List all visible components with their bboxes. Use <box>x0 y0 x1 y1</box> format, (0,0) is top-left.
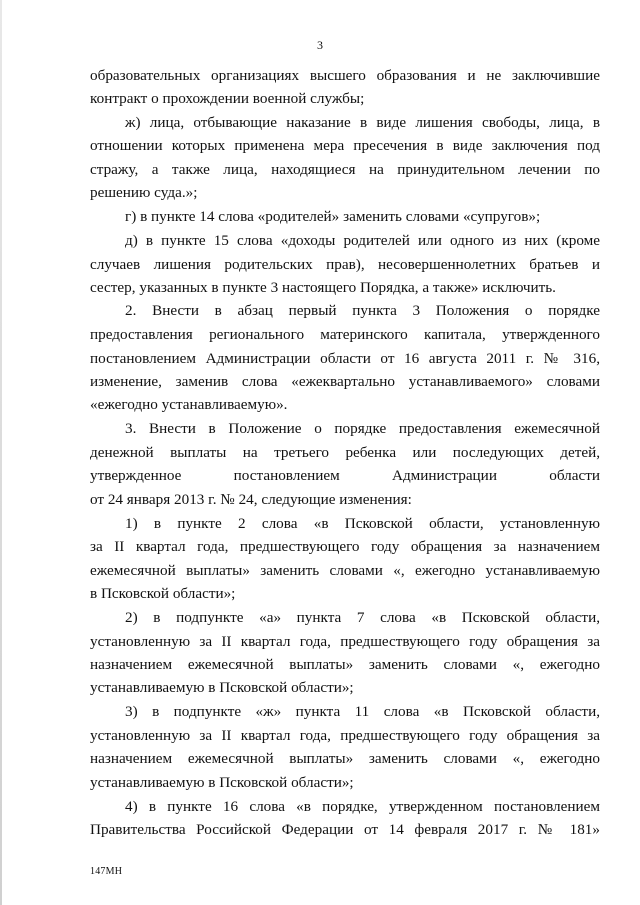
text-line: изменение, заменив слова «ежеквартально устанавливаемого» словами <box>90 373 600 390</box>
text-line: 1) в пункте 2 слова «в Псковской области, установленную <box>125 515 600 532</box>
text-line: устанавливаемую в Псковской области»; <box>90 774 354 791</box>
text-line: за II квартал года, предшествующего году обращения за назначением <box>90 538 600 555</box>
text-line: денежной выплаты на третьего ребенка или последующих детей, <box>90 444 600 461</box>
text-line: 2. Внести в абзац первый пункта 3 Положения о порядке <box>125 302 600 319</box>
text-line: 3) в подпункте «ж» пункта 11 слова «в Псковской области, <box>125 703 600 720</box>
page-number: 3 <box>317 38 323 52</box>
text-line: Правительства Российской Федерации от 14 февраля 2017 г. № 181» <box>90 821 600 838</box>
text-line: образовательных организациях высшего образования и не заключившие <box>90 67 600 84</box>
text-line: 4) в пункте 16 слова «в порядке, утвержденном постановлением <box>125 798 600 815</box>
text-line: «ежегодно устанавливаемую». <box>90 396 288 413</box>
text-line: назначением ежемесячной выплаты» заменить словами «, ежегодно <box>90 750 600 767</box>
scan-edge <box>0 0 2 905</box>
text-line: предоставления регионального материнского капитала, утвержденного <box>90 326 600 343</box>
document-code: 147МН <box>90 866 123 877</box>
text-line: назначением ежемесячной выплаты» заменить словами «, ежегодно <box>90 656 600 673</box>
text-line: установленную за II квартал года, предшествующего году обращения за <box>90 633 600 650</box>
text-line: утвержденное постановлением Администрации области <box>90 467 600 484</box>
text-line: сестер, указанных в пункте 3 настоящего Порядка, а также» исключить. <box>90 279 556 296</box>
text-line: в Псковской области»; <box>90 585 236 602</box>
text-line: ж) лица, отбывающие наказание в виде лишения свободы, лица, в <box>125 114 600 131</box>
text-line: г) в пункте 14 слова «родителей» заменить словами «супругов»; <box>125 208 541 225</box>
text-line: установленную за II квартал года, предшествующего году обращения за <box>90 727 600 744</box>
text-line: д) в пункте 15 слова «доходы родителей или одного из них (кроме <box>125 232 600 249</box>
text-line: отношении которых применена мера пресечения в виде заключения под <box>90 137 600 154</box>
text-line: решению суда.»; <box>90 184 198 201</box>
text-line: контракт о прохождении военной службы; <box>90 90 365 107</box>
text-line: стражу, а также лица, находящиеся на принудительном лечении по <box>90 161 600 178</box>
text-line: случаев лишения родительских прав), несовершеннолетних братьев и <box>90 256 600 273</box>
text-line: от 24 января 2013 г. № 24, следующие изменения: <box>90 491 412 508</box>
text-line: 3. Внести в Положение о порядке предоставления ежемесячной <box>125 420 600 437</box>
text-line: 2) в подпункте «а» пункта 7 слова «в Псковской области, <box>125 609 600 626</box>
text-line: постановлением Администрации области от 16 августа 2011 г. № 316, <box>90 350 600 367</box>
text-line: устанавливаемую в Псковской области»; <box>90 679 354 696</box>
text-line: ежемесячной выплаты» заменить словами «, ежегодно устанавливаемую <box>90 562 600 579</box>
